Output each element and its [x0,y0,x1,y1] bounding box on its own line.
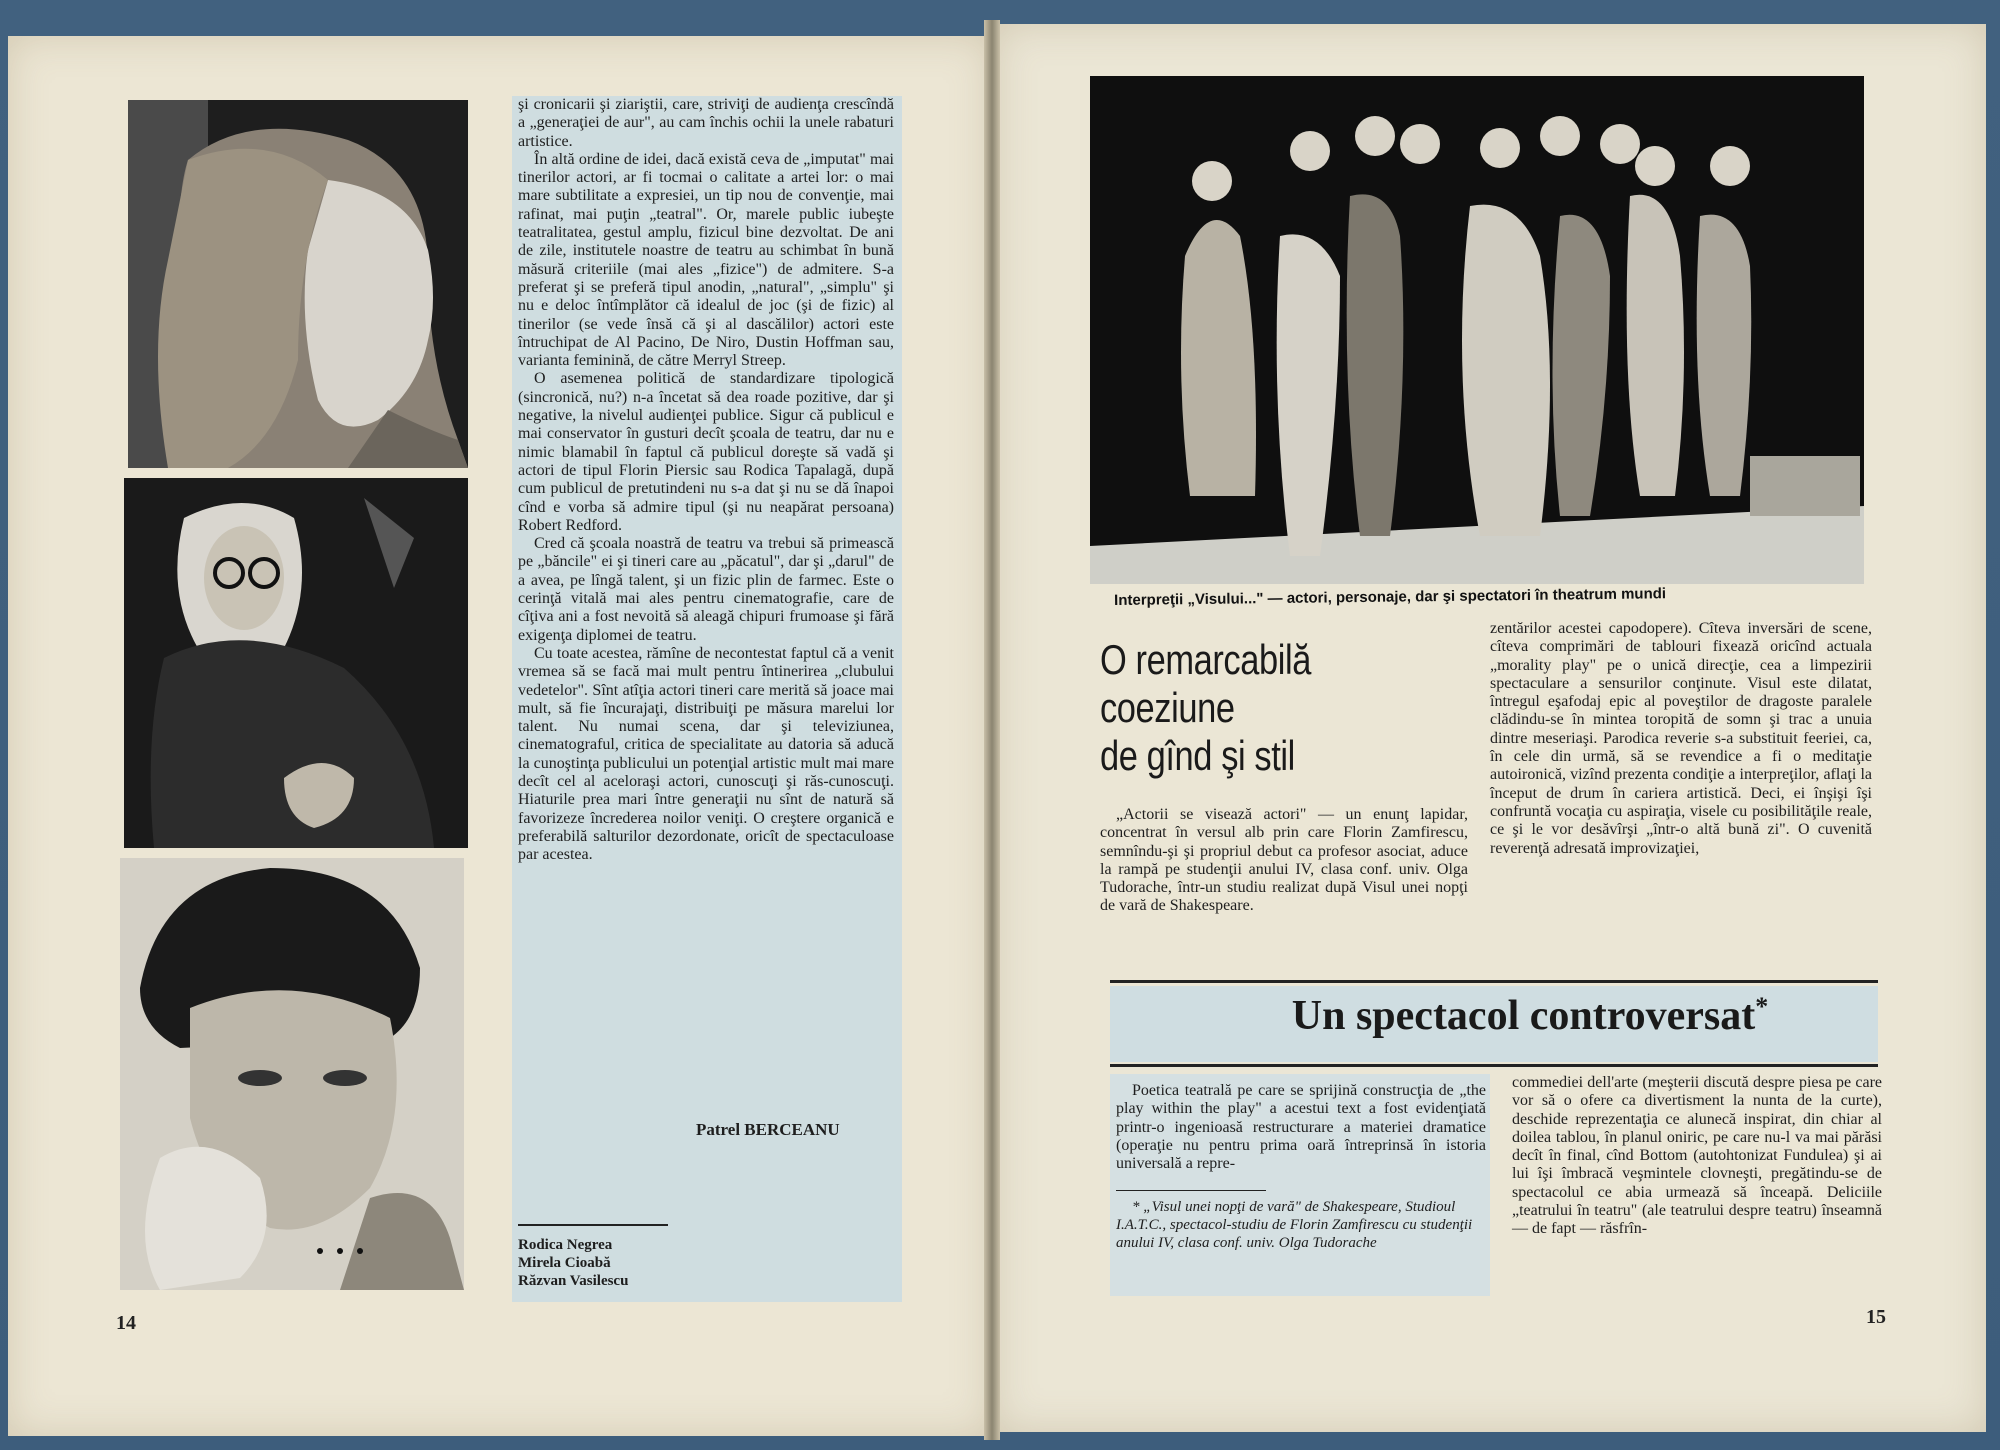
credit-line: Mirela Cioabă [518,1255,611,1271]
portrait-photo-3 [120,858,464,1290]
left-article-text [518,96,894,864]
portrait-woman-headscarf [124,478,468,848]
intro-paragraph: „Actorii se visează actori" — un enunţ lapidar, concentrat în versul alb prin care Florin Zamfirescu, semnîndu-şi şi propriul debut ca profesor asociat, aduce la rampă pe studenţii anului IV, clasa conf. univ. Olga Tudorache, într-un studiu realizat după Visul unei nopţi de vară de Shakespeare. [1100,806,1468,915]
section-bottom-rule [1110,1064,1878,1067]
portrait-photo-1 [128,100,468,468]
section-title-mark: * [1755,992,1769,1021]
photo-caption: Interpreţii „Visului..." — actori, personaje, dar şi spectatori în theatrum mundi [1114,585,1667,609]
headline-line: coeziune [1100,684,1235,731]
credit-line: Rodica Negrea [518,1237,613,1253]
footnote [1116,1198,1476,1252]
portrait-woman-profile [128,100,468,468]
intro-text [1100,806,1468,916]
article-headline [1100,636,1311,780]
cast-photo [1090,76,1864,584]
page-number-left: 14 [116,1312,136,1334]
left-paragraph: O asemenea politică de standardizare tipologică (sincronică, nu?) n-a încetat să dea roade pozitive, dar şi negative, la nivelul audienţei publice. Sigur că publicul e mai conservator în gusturi decît şcoala de teatru, dar nu e nimic blamabil în faptul că publicul doreşte să vadă şi actori de tipul Florin Piersic sau Rodica Tapalagă, după cum publicul de pretutindeni nu s-a dat şi nu se dă înapoi cînd e vorba să admire tipul (şi nu neapărat persoana) Robert Redford. [518,370,894,534]
section-col1-paragraph: Poetica teatrală pe care se sprijină construcţia de „the play within the play" a acestui text a fost evidenţiată printr-o ingenioasă restructurare a materiei dramatice (operaţie nu pentru prima oară întreprinsă în istoria universală a repre- [1116,1082,1486,1173]
portrait-young-man [120,858,464,1290]
portrait-photo-2 [124,478,468,848]
section-title-text: Un spectacol controversat [1291,993,1756,1039]
section-title [1190,992,1870,1040]
left-paragraph: Cred că şcoala noastră de teatru va trebui să primească pe „băncile" ei şi tineri care au „păcatul", dar şi „darul" de a avea, pe lîngă talent, şi un fizic plin de farmec. Este o cerinţă vitală mai ales pentru cinematografie, care de cîţiva ani a fost nevoită să aleagă chipuri frumoase şi fără exigenţa diplomei de teatru. [518,535,894,644]
credit-line: Răzvan Vasilescu [518,1273,629,1289]
section-col2-text [1512,1074,1882,1239]
left-paragraph: şi cronicarii şi ziariştii, care, striviţi de audienţa crescîndă a „generaţiei de aur", au cam închis ochii la unele rabaturi artistice. [518,96,894,150]
footnote-rule [1116,1190,1266,1191]
headline-line: O remarcabilă [1100,636,1311,683]
left-paragraph: În altă ordine de idei, dacă există ceva de „imputat" mai tinerilor actori, ar fi tocmai o calitate a artei lor: o mai mare subtilitate a expresiei, un tip nou de convenţie, mai rafinat, mai puţin „teatral". Or, marele public iubeşte teatralitatea, gestul amplu, fizicul bine dezvoltat. De ani de zile, institutele noastre de teatru au schimbat în bună măsură criteriile (mai ales „fizice") de admitere. S-a preferat şi se preferă tipul anodin, „natural", „simplu" şi nu e deloc întîmplător că idealul de joc (şi de fizic) al tinerilor (se vede însă că şi al dascălilor) actori este întruchipat de Al Pacino, De Niro, Dustin Hoffman sau, varianta feminină, de către Merryl Streep. [518,150,894,370]
section-col2-paragraph: commediei dell'arte (meşterii discută despre piesa pe care vor să o ofere ca divertisment la nunta de la curte), deschide reprezentaţia ce alunecă inspirat, din chiar al doilea tablou, în planul oniric, pe care nu-l va mai părăsi decît în final, cînd Bottom (autohtonizat Fundulea) şi ai lui îşi îmbracă veşmintele clovneşti, pregătindu-se de spectacolul ce abia urmează să înceapă. Deliciile „teatrului în teatru" (ale teatrului despre teatru) înseamnă — de fapt — răsfrîn- [1512,1074,1882,1238]
page-gutter [984,20,1000,1440]
author-byline: Patrel BERCEANU [696,1120,840,1139]
section-top-rule [1110,980,1878,983]
photo-credits [518,1236,628,1290]
section-col1-text [1116,1082,1486,1173]
footnote-text: * „Visul unei nopţi de vară" de Shakespeare, Studioul I.A.T.C., spectacol-studiu de Florin Zamfirescu cu studenţii anului IV, clasa conf. univ. Olga Tudorache [1116,1199,1473,1251]
credits-rule [518,1224,668,1226]
cast-group-photo [1090,76,1864,584]
page-number-right: 15 [1866,1306,1886,1328]
right-column-text [1490,620,1872,858]
left-paragraph: Cu toate acestea, rămîne de necontestat faptul că a venit vremea să se facă mai mult pentru întinerirea „clubului vedetelor". Sînt atîţia actori tineri care merită să joace mai mult, să fie încurajaţi, distribuiţi pe măsura marelui lor talent. Nu numai scena, dar şi televiziunea, cinematograful, critica de specialitate au datoria să aducă la cunoştinţa publicului un potenţial artistic mult mai mare decît cel al aceloraşi actori, cunoscuţi şi răs-cunoscuţi. Hiaturile prea mari între generaţii nu sînt de natură să favorizeze încrederea noilor veniţi. O creştere organică e preferabilă salturilor dezordonate, oricît de spectaculoase par acestea. [518,644,894,864]
right-column-paragraph: zentărilor acestei capodopere). Cîteva inversări de scene, cîteva comprimări de tablouri fixează oricînd actuala „morality play" pe o unică direcţie, cea a limpezirii spectaculare a sensurilor conţinute. Visul este dilatat, întregul eşafodaj epic al poveştilor de dragoste paralele clădindu-se în mintea toropită de somn şi trac a unuia dintre meseriaşi. Parodica reverie s-a substituit feeriei, ca, în cele din urmă, să se revendice a fi o meditaţie autoironică, vizînd prezenta condiţie a interpreţilor, aflaţi la început de drum în cariera artistică. Deci, ei înşişi îşi confruntă vocaţia cu aspiraţia, visele cu posibilităţile reale, ce şi le vor desăvîrşi „într-o altă bună zi". O cuvenită reverenţă adresată improvizaţiei, [1490,620,1872,857]
headline-line: de gînd şi stil [1100,732,1295,779]
